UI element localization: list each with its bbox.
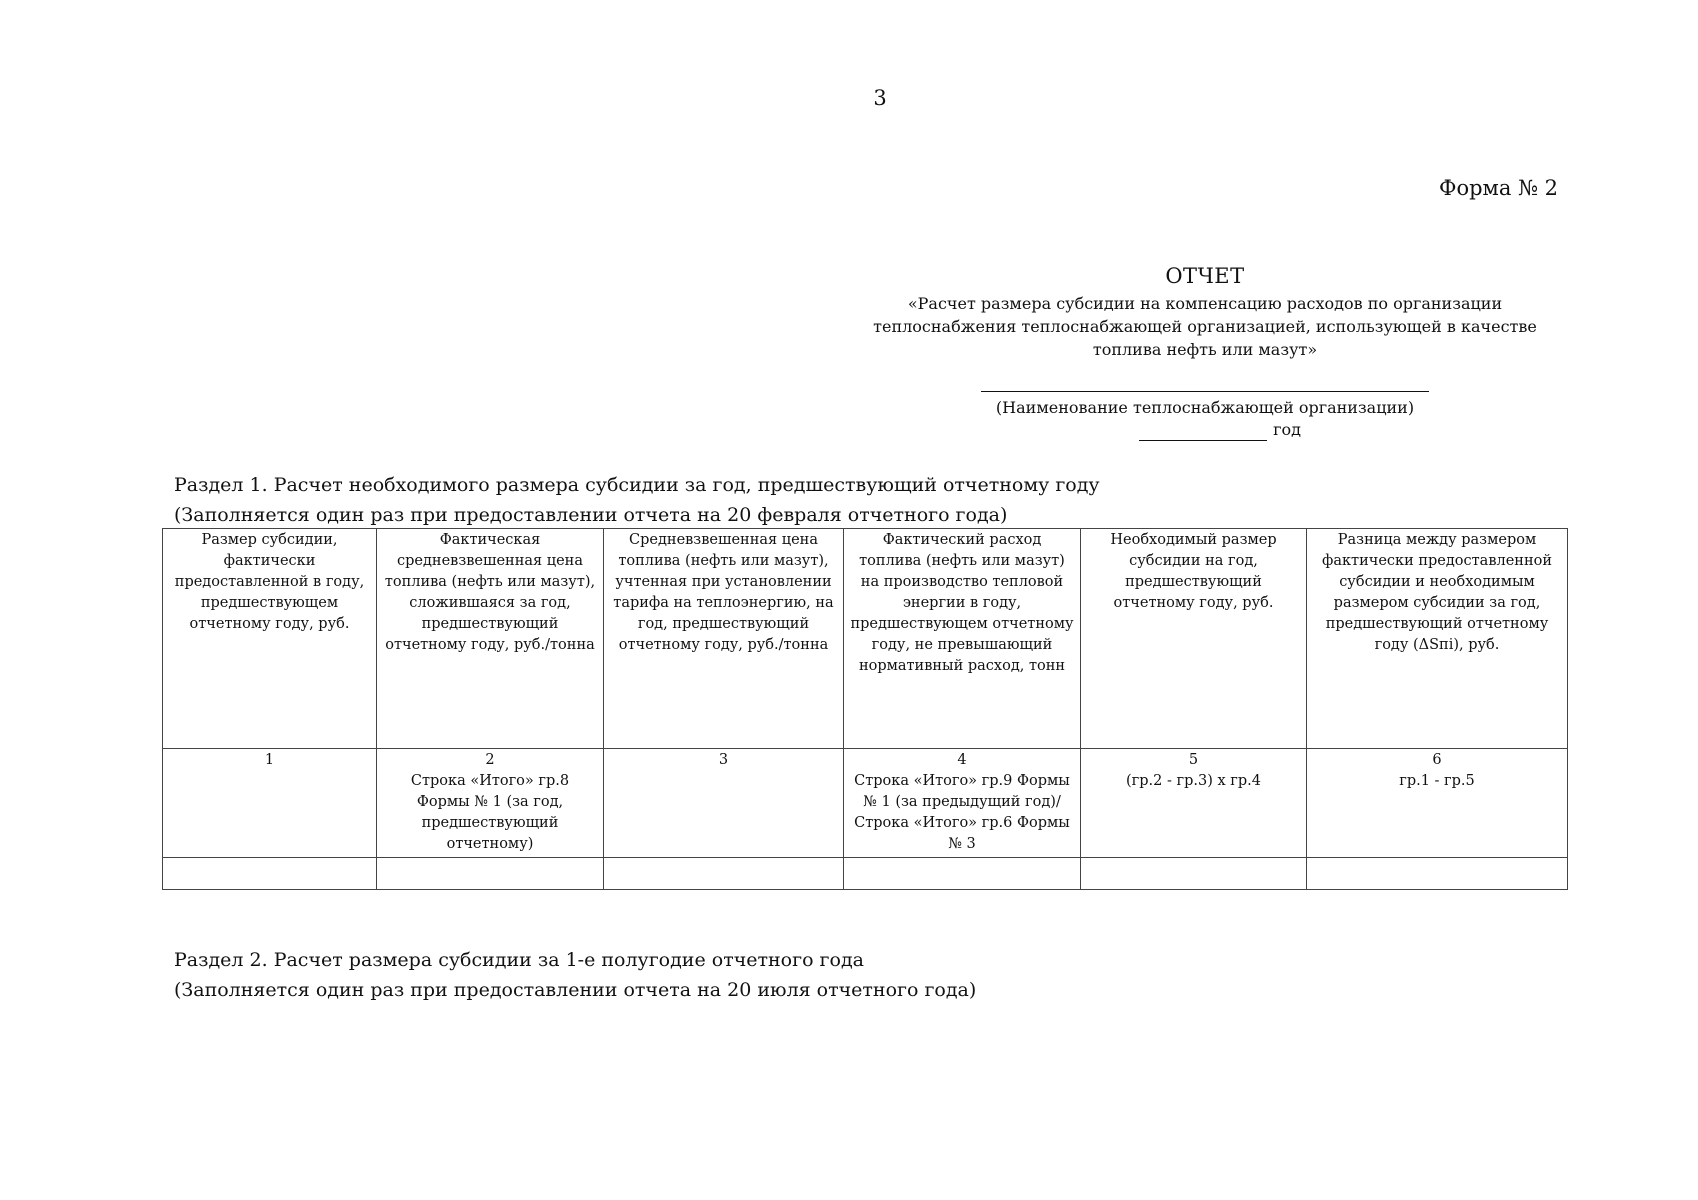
year-label: год [1273, 420, 1301, 439]
column-number: 1 [264, 752, 275, 768]
column-number: 3 [718, 752, 729, 768]
table-header-row [163, 529, 1568, 749]
column-number: 6 [1432, 752, 1442, 768]
column-formula: Строка «Итого» гр.8 Формы № 1 (за год, предшествующий отчетному) [410, 773, 570, 852]
section-2-heading-block [174, 945, 976, 1005]
data-cell [163, 858, 377, 890]
report-subtitle-line: «Расчет размера субсидии на компенсацию расходов по организации [907, 294, 1503, 313]
year-blank-line [1139, 424, 1267, 441]
report-subtitle-line: топлива нефть или мазут» [1092, 340, 1318, 359]
form-label: Форма № 2 [1439, 176, 1558, 200]
data-cell [1307, 858, 1568, 890]
section-2-heading: Раздел 2. Расчет размера субсидии за 1-е полугодие отчетного года [174, 949, 864, 971]
report-header [860, 262, 1550, 441]
column-header: Размер субсидии, фактически предоставленной в году, предшествующем отчетному году, руб. [163, 529, 377, 749]
data-cell [1081, 858, 1307, 890]
report-title: ОТЧЕТ [1165, 264, 1245, 288]
table-data-row [163, 858, 1568, 890]
data-cell [844, 858, 1081, 890]
section-1-table [162, 528, 1568, 890]
column-number: 4 [957, 752, 967, 768]
column-formula: (гр.2 - гр.3) х гр.4 [1126, 773, 1261, 789]
section-1-heading: Раздел 1. Расчет необходимого размера субсидии за год, предшествующий отчетному году [174, 474, 1100, 496]
report-subtitle [860, 292, 1550, 361]
organization-name-caption: (Наименование теплоснабжающей организации) [995, 398, 1415, 417]
column-header: Разница между размером фактически предоставленной субсидии и необходимым размером субсидии за год, предшествующий отчетному году (ΔSпi), руб. [1307, 529, 1568, 749]
page-number: 3 [873, 86, 887, 110]
column-index-cell [604, 749, 844, 858]
column-number: 2 [485, 752, 495, 768]
data-cell [377, 858, 604, 890]
section-1-note: (Заполняется один раз при предоставлении отчета на 20 февраля отчетного года) [174, 504, 1008, 526]
column-header: Фактическая средневзвешенная цена топлива (нефть или мазут), сложившаяся за год, предшествующий отчетному году, руб./тонна [377, 529, 604, 749]
section-1-heading-block [174, 470, 1100, 530]
year-field [860, 419, 1550, 441]
column-index-cell [163, 749, 377, 858]
column-index-row [163, 749, 1568, 858]
column-header: Необходимый размер субсидии на год, предшествующий отчетному году, руб. [1081, 529, 1307, 749]
column-index-cell [1081, 749, 1307, 858]
column-index-cell [1307, 749, 1568, 858]
column-index-cell [844, 749, 1081, 858]
report-subtitle-line: теплоснабжения теплоснабжающей организацией, использующей в качестве [873, 317, 1537, 336]
column-number: 5 [1188, 752, 1199, 768]
column-index-cell [377, 749, 604, 858]
column-formula: гр.1 - гр.5 [1399, 773, 1475, 789]
section-2-note: (Заполняется один раз при предоставлении отчета на 20 июля отчетного года) [174, 979, 977, 1001]
data-cell [604, 858, 844, 890]
column-formula: Строка «Итого» гр.9 Формы № 1 (за предыдущий год)/Строка «Итого» гр.6 Формы № 3 [854, 773, 1070, 852]
column-header: Средневзвешенная цена топлива (нефть или мазут), учтенная при установлении тарифа на теплоэнергию, на год, предшествующий отчетному году, руб./тонна [604, 529, 844, 749]
column-header: Фактический расход топлива (нефть или мазут) на производство тепловой энергии в году, предшествующем отчетному году, не превышающий нормативный расход, тонн [844, 529, 1081, 749]
organization-name-line [981, 391, 1429, 392]
